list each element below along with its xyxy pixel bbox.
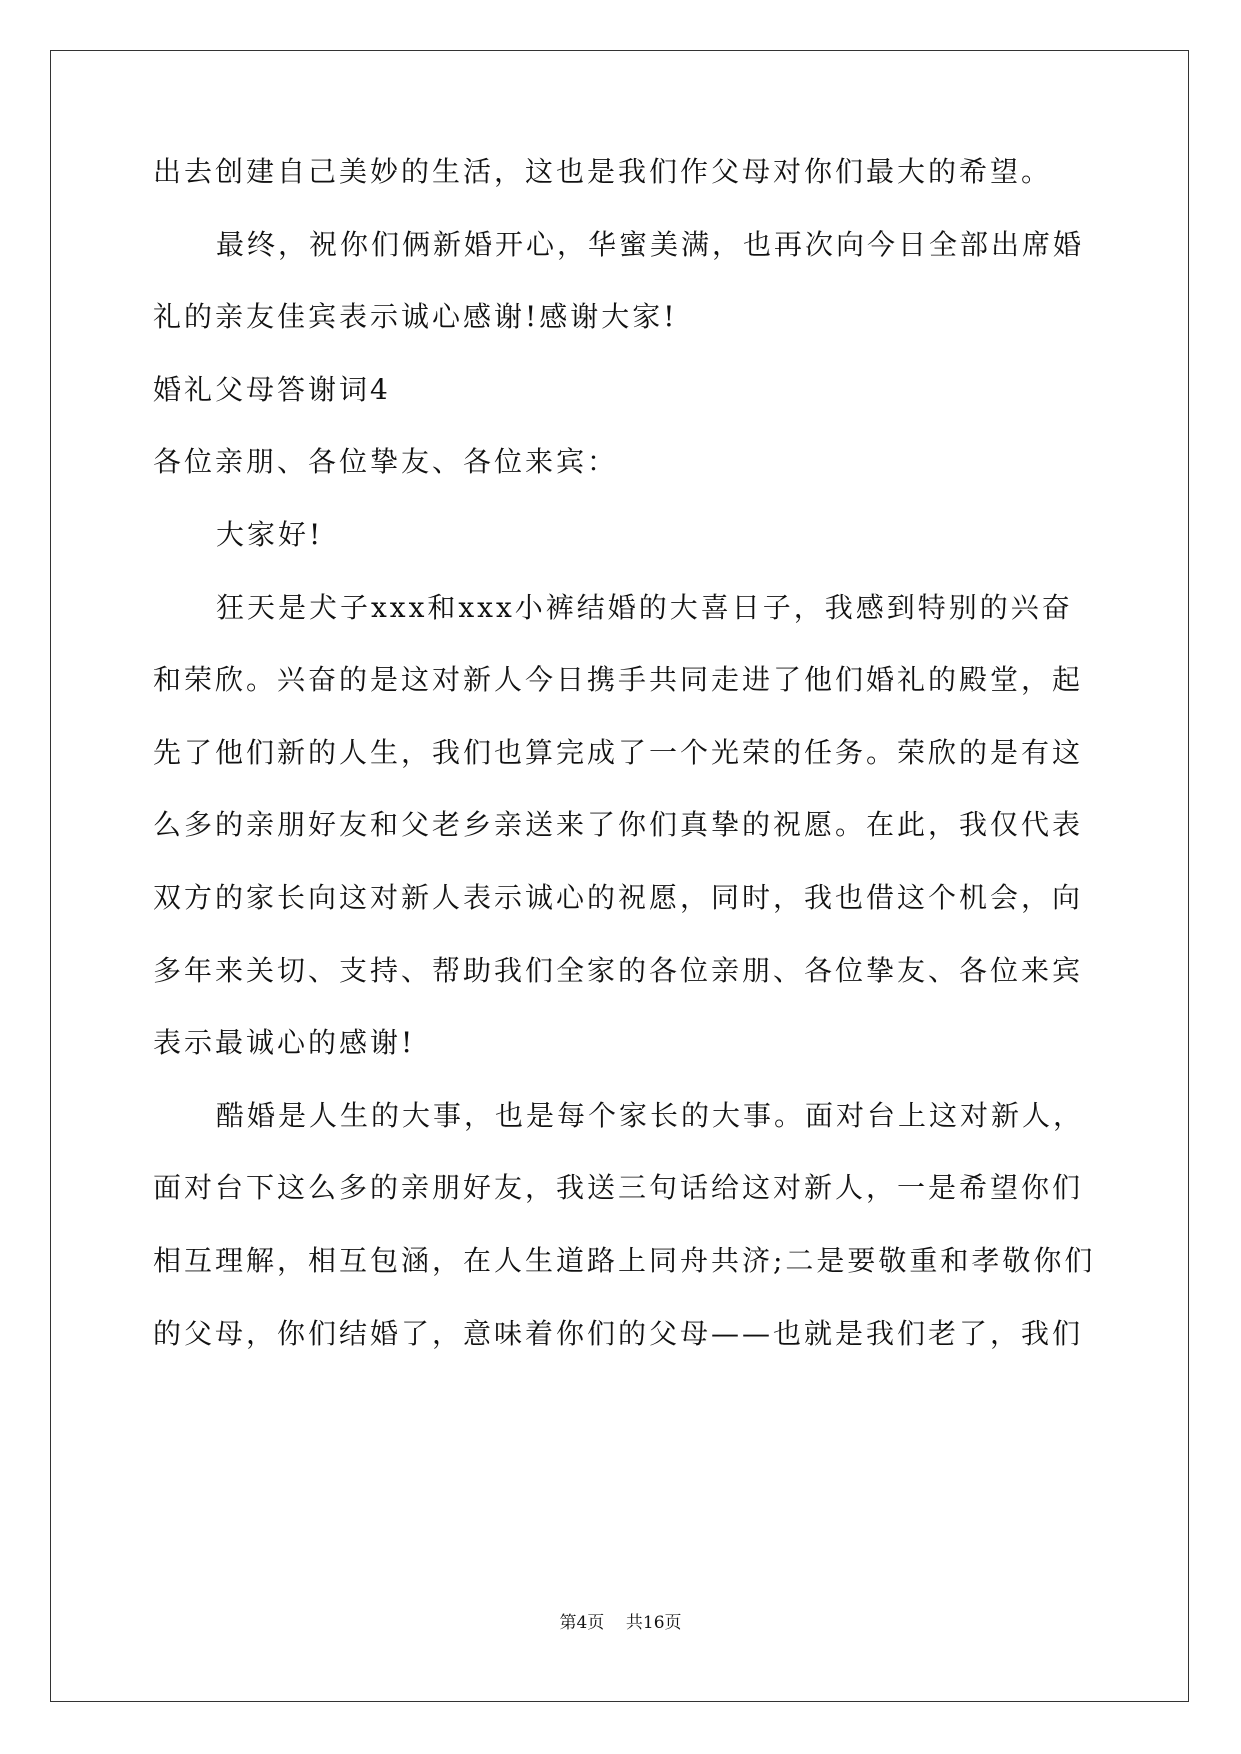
salutation-line: 各位亲朋、各位挚友、各位来宾： [153,445,619,478]
section-title: 婚礼父母答谢词4 [153,373,391,406]
paragraph-line-16: 相互理解，相互包涵，在人生道路上同舟共济;二是要敬重和孝敬你们 [153,1244,1096,1277]
paragraph-line-14: 酷婚是人生的大事，也是每个家长的大事。面对台上这对新人， [216,1099,1085,1132]
paragraph-line-10: 么多的亲朋好友和父老乡亲送来了你们真挚的祝愿。在此，我仅代表 [153,808,1084,841]
paragraph-line-2: 最终，祝你们俩新婚开心，华蜜美满，也再次向今日全部出席婚 [216,228,1085,261]
paragraph-line-11: 双方的家长向这对新人表示诚心的祝愿，同时，我也借这个机会，向 [153,881,1084,914]
paragraph-line-1: 出去创建自己美妙的生活，这也是我们作父母对你们最大的希望。 [153,155,1053,188]
paragraph-line-3: 礼的亲友佳宾表示诚心感谢!感谢大家! [153,300,678,333]
paragraph-line-8: 和荣欣。兴奋的是这对新人今日携手共同走进了他们婚礼的殿堂，起 [153,663,1084,696]
paragraph-line-12: 多年来关切、支持、帮助我们全家的各位亲朋、各位挚友、各位来宾 [153,954,1084,987]
page-number-footer: 第4页 共16页 [559,1613,682,1633]
paragraph-line-15: 面对台下这么多的亲朋好友，我送三句话给这对新人，一是希望你们 [153,1171,1084,1204]
paragraph-line-13: 表示最诚心的感谢! [153,1026,416,1059]
paragraph-line-9: 先了他们新的人生，我们也算完成了一个光荣的任务。荣欣的是有这 [153,736,1084,769]
greeting-line: 大家好! [216,518,324,551]
paragraph-line-7: 狂天是犬子xxx和xxx小裤结婚的大喜日子，我感到特别的兴奋 [216,591,1073,624]
paragraph-line-17: 的父母，你们结婚了，意味着你们的父母——也就是我们老了，我们 [153,1317,1084,1350]
